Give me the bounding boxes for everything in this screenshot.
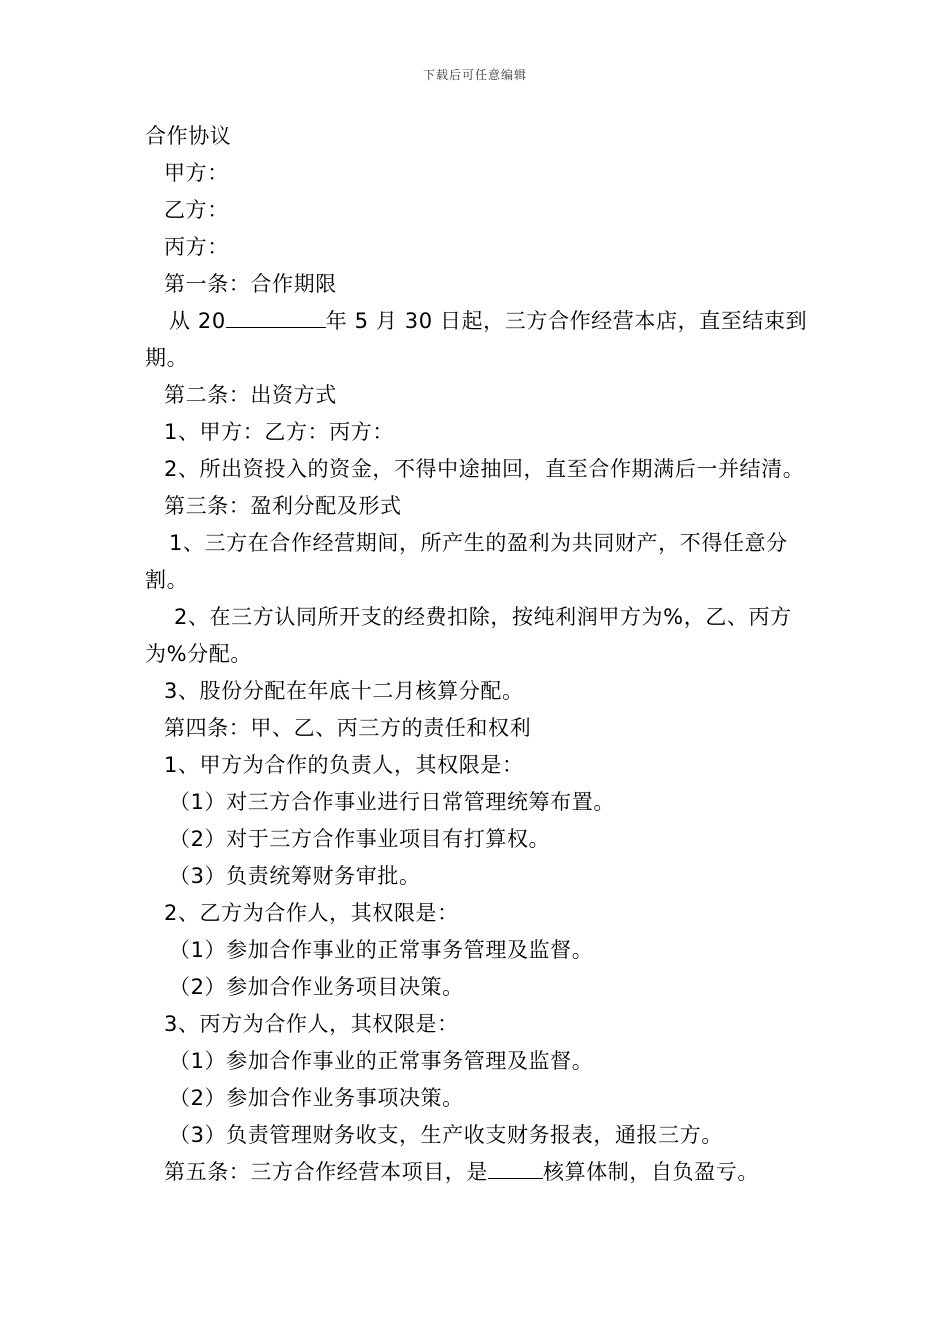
agreement-body bbox=[145, 118, 825, 1191]
year-blank-underline bbox=[226, 307, 326, 328]
article-1-text-suffix: 年 5 月 30 日起，三方合作经营本店，直至结束到 bbox=[325, 309, 808, 333]
party-c-line: 丙方： bbox=[164, 235, 229, 259]
accounting-blank-underline bbox=[488, 1158, 543, 1179]
article-3-item-3: 3、股份分配在年底十二月核算分配。 bbox=[164, 679, 524, 703]
article-4-title: 第四条：甲、乙、丙三方的责任和权利 bbox=[164, 716, 532, 740]
article-3-item-2-continuation: 为%分配。 bbox=[145, 642, 252, 666]
article-1-text-prefix: 从 20 bbox=[169, 309, 226, 333]
document-title: 合作协议 bbox=[145, 124, 232, 148]
article-1-text-line bbox=[145, 303, 825, 340]
party-b-line: 乙方： bbox=[164, 198, 229, 222]
article-5-text-suffix: 核算体制，自负盈亏。 bbox=[543, 1160, 759, 1184]
article-4-party-c: 3、丙方为合作人，其权限是： bbox=[164, 1012, 459, 1036]
article-1-title: 第一条：合作期限 bbox=[164, 272, 337, 296]
article-4-party-b-right-1: （1）参加合作事业的正常事务管理及监督。 bbox=[169, 938, 594, 962]
article-3-item-1-continuation: 割。 bbox=[145, 568, 189, 592]
article-2-item-2: 2、所出资投入的资金，不得中途抽回，直至合作期满后一并结清。 bbox=[164, 457, 805, 481]
article-4-party-b-right-2: （2）参加合作业务项目决策。 bbox=[169, 975, 464, 999]
article-4-party-a: 1、甲方为合作的负责人，其权限是： bbox=[164, 753, 524, 777]
party-a-line: 甲方： bbox=[164, 161, 229, 185]
article-4-party-b: 2、乙方为合作人，其权限是： bbox=[164, 901, 459, 925]
article-3-item-1: 1、三方在合作经营期间，所产生的盈利为共同财产，不得任意分 bbox=[169, 531, 788, 555]
article-3-title: 第三条：盈利分配及形式 bbox=[164, 494, 402, 518]
article-1-text-continuation: 期。 bbox=[145, 346, 189, 370]
article-4-party-c-right-1: （1）参加合作事业的正常事务管理及监督。 bbox=[169, 1049, 594, 1073]
article-2-item-1: 1、甲方：乙方：丙方： bbox=[164, 420, 394, 444]
article-4-party-a-right-1: （1）对三方合作事业进行日常管理统筹布置。 bbox=[169, 790, 615, 814]
article-4-party-c-right-3: （3）负责管理财务收支，生产收支财务报表，通报三方。 bbox=[169, 1123, 723, 1147]
article-3-item-2: 2、在三方认同所开支的经费扣除，按纯利润甲方为%，乙、丙方 bbox=[174, 605, 792, 629]
page-header-note: 下载后可任意编辑 bbox=[422, 68, 527, 82]
article-4-party-a-right-2: （2）对于三方合作事业项目有打算权。 bbox=[169, 827, 551, 851]
article-4-party-c-right-2: （2）参加合作业务事项决策。 bbox=[169, 1086, 464, 1110]
article-2-title: 第二条：出资方式 bbox=[164, 383, 337, 407]
article-5-text-prefix: 第五条：三方合作经营本项目，是 bbox=[164, 1160, 488, 1184]
article-5-line bbox=[145, 1154, 825, 1191]
article-4-party-a-right-3: （3）负责统筹财务审批。 bbox=[169, 864, 421, 888]
